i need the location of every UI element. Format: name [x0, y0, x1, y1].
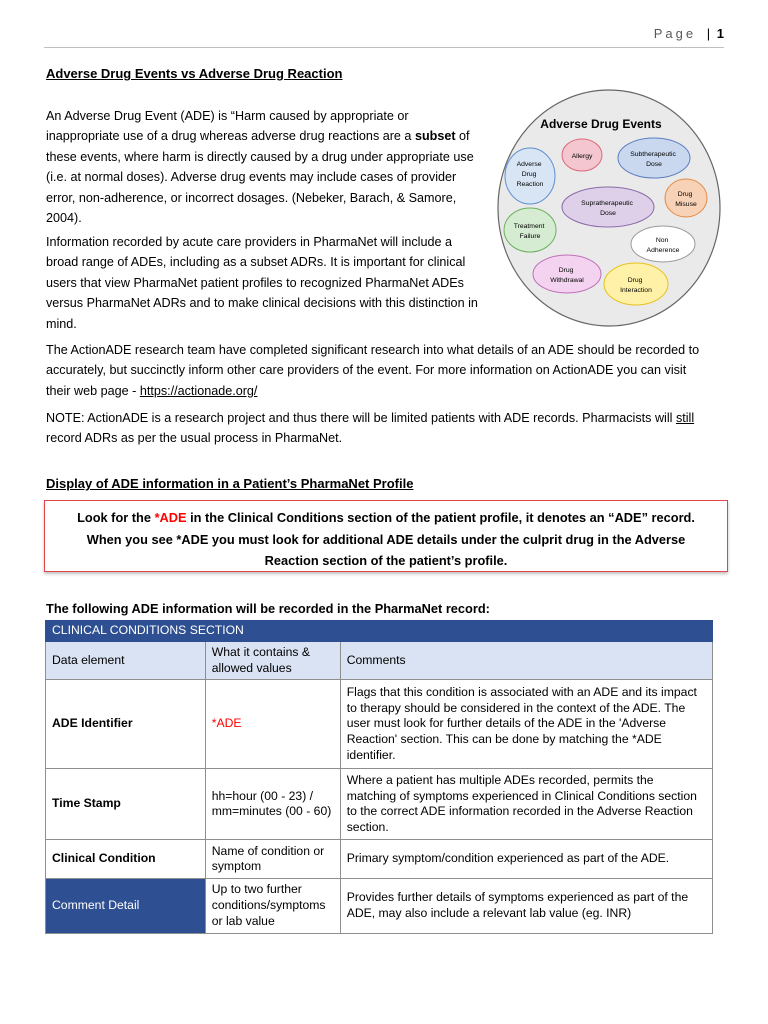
p4-line: NOTE: ActionADE is a research project and thus there will be limited patients with ADE records. Pharmacists will	[46, 411, 676, 425]
p2-line: versus PharmaNet ADRs and to make clinical decisions with this distinction in	[46, 296, 478, 311]
row-element: Comment Detail	[46, 879, 206, 933]
bubble-supratherapeutic-text: Supratherapeutic	[581, 200, 633, 207]
page-word: Page	[653, 26, 697, 41]
table-row	[46, 769, 713, 840]
row-comments: Primary symptom/condition experienced as part of the ADE.	[340, 840, 712, 879]
clinical-conditions-table	[45, 620, 713, 934]
p3-line: their web page -	[46, 383, 140, 398]
row-comments: Provides further details of symptoms experienced as part of the ADE, may also include a relevant lab value (eg. INR)	[340, 879, 712, 933]
ade-diagram	[496, 88, 722, 328]
bubble-treatment-text: Treatment	[513, 223, 545, 230]
column-header: Data element	[46, 641, 206, 680]
table-row	[46, 840, 713, 879]
callout-text: in the Clinical Conditions section of the patient profile, it denotes an “ADE” record.	[186, 510, 695, 525]
p1-line: An Adverse Drug Event (ADE) is “Harm caused by appropriate or	[46, 109, 409, 123]
intro-paragraph	[46, 106, 474, 228]
row-comments: Where a patient has multiple ADEs recorded, permits the matching of symptoms experienced in Clinical Conditions section to the correct ADE information recorded in the Adverse Reaction section.	[340, 769, 712, 840]
ade-marker: *ADE	[154, 510, 187, 525]
page-separator: |	[706, 26, 711, 41]
row-values: Name of condition or symptom	[205, 840, 340, 879]
bubble-supratherapeutic-text: Dose	[600, 210, 616, 217]
diagram-title: Adverse Drug Events	[540, 117, 662, 131]
callout-text: Reaction section of the patient’s profile.	[264, 553, 508, 568]
table-row	[46, 879, 713, 933]
row-element: ADE Identifier	[46, 680, 206, 769]
bubble-non-adherence	[631, 226, 695, 262]
bubble-treatment-text: Failure	[519, 233, 541, 240]
section2-title: Display of ADE information in a Patient’s PharmaNet Profile	[46, 476, 414, 491]
callout-text: Look for the	[77, 510, 155, 525]
p2-line: Information recorded by acute care providers in PharmaNet will include a	[46, 235, 452, 249]
pharmanet-paragraph	[46, 232, 478, 334]
section-label: CLINICAL CONDITIONS SECTION	[46, 621, 713, 642]
p4-line: record ADRs as per the usual process in PharmaNet.	[46, 431, 343, 446]
row-comments: Flags that this condition is associated with an ADE and its impact to therapy should be considered in the context of the ADE. The user must look for further details of the ADE in the 'Adverse Reaction' section. This can be done by matching the *ADE identifier.	[340, 680, 712, 769]
bubble-subtherapeutic-text: Dose	[646, 161, 662, 168]
bubble-withdrawal-text: Withdrawal	[550, 277, 584, 284]
p1-line: these events, where harm is directly caused by a drug under appropriate use	[46, 149, 474, 164]
p1-line: of	[455, 129, 470, 144]
header-divider	[44, 47, 724, 48]
row-values: Up to two further conditions/symptoms or lab value	[205, 879, 340, 933]
actionade-paragraph	[46, 340, 699, 401]
actionade-link[interactable]: https://actionade.org/	[139, 383, 258, 398]
row-values: *ADE	[205, 680, 340, 769]
bubble-misuse	[665, 179, 707, 217]
bubble-interaction-text: Interaction	[620, 287, 652, 294]
table-row	[46, 680, 713, 769]
p2-line: broad range of ADEs, including as a subset ADRs. It is important for clinical	[46, 255, 466, 270]
bubble-nonadherence-text: Adherence	[646, 247, 680, 254]
p1-line: 2004).	[46, 211, 82, 226]
bubble-withdrawal	[533, 255, 601, 293]
bubble-interaction-text: Drug	[627, 277, 643, 284]
bubble-adr-text: Reaction	[516, 181, 544, 188]
table-title: The following ADE information will be recorded in the PharmaNet record:	[46, 601, 490, 616]
bubble-adr-text: Adverse	[516, 161, 542, 168]
bubble-nonadherence-text: Non	[655, 237, 669, 244]
column-header: What it contains & allowed values	[205, 641, 340, 680]
bubble-treatment-failure	[504, 208, 556, 252]
bubble-subtherapeutic	[618, 138, 690, 178]
section1-title: Adverse Drug Events vs Adverse Drug Reaction	[46, 66, 343, 81]
still-emphasis: still	[675, 411, 695, 425]
p1-line: error, non-adherence, or incorrect dosages. (Nebeker, Barach, & Samore,	[46, 190, 457, 205]
p2-line: mind.	[46, 316, 77, 331]
p3-line: accurately, but succinctly inform other care providers of the event. For more information on ActionADE you can visit	[46, 363, 687, 378]
p3-line: The ActionADE research team have completed significant research into what details of an ADE should be recorded to	[46, 343, 700, 357]
ade-callout-box	[44, 500, 728, 572]
row-element: Clinical Condition	[46, 840, 206, 879]
p1-line: (i.e. at normal doses). Adverse drug events may include cases of provider	[46, 170, 457, 185]
subset-emphasis: subset	[414, 129, 456, 144]
note-paragraph	[46, 408, 694, 449]
table-section-row	[46, 621, 713, 642]
column-header: Comments	[340, 641, 712, 680]
row-values: hh=hour (00 - 23) / mm=minutes (00 - 60)	[205, 769, 340, 840]
bubble-allergy-text: Allergy	[571, 153, 593, 160]
p1-line: inappropriate use of a drug whereas adverse drug reactions are a	[46, 129, 415, 144]
p2-line: users that view PharmaNet patient profiles to recognized PharmaNet ADEs	[46, 275, 464, 290]
bubble-misuse-text: Misuse	[675, 201, 697, 208]
bubble-withdrawal-text: Drug	[558, 267, 574, 274]
bubble-subtherapeutic-text: Subtherapeutic	[630, 151, 676, 158]
bubble-interaction	[604, 263, 668, 305]
table-header-row	[46, 641, 713, 680]
row-element: Time Stamp	[46, 769, 206, 840]
bubble-adr-text: Drug	[521, 171, 537, 178]
callout-text: When you see *ADE you must look for additional ADE details under the culprit drug in the Adverse	[86, 531, 686, 547]
page-number: 1	[716, 26, 724, 41]
bubble-misuse-text: Drug	[677, 191, 693, 198]
bubble-supratherapeutic	[562, 187, 654, 227]
page-header	[654, 26, 724, 41]
